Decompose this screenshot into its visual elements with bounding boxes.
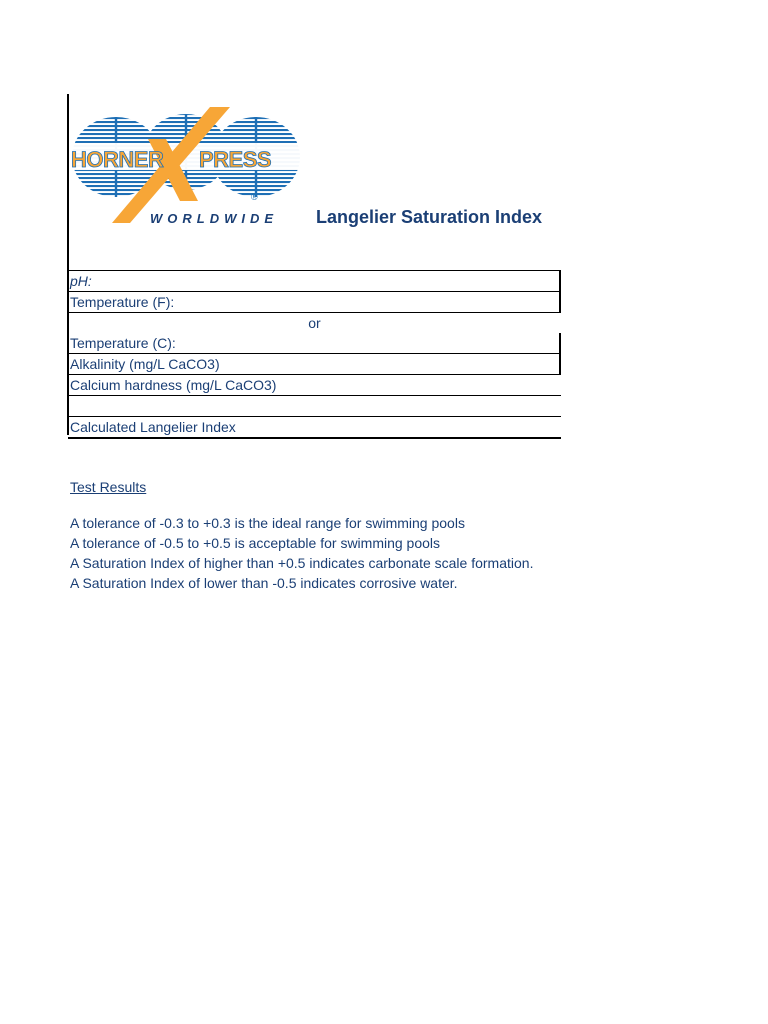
- result-note-4: A Saturation Index of lower than -0.5 indicates corrosive water.: [70, 575, 458, 591]
- alkalinity-label: Alkalinity (mg/L CaCO3): [70, 356, 220, 372]
- logo-text-horner: HORNER: [71, 147, 164, 172]
- or-row: [68, 313, 561, 333]
- logo-tagline: WORLDWIDE: [150, 211, 279, 226]
- registered-mark: ®: [251, 192, 258, 202]
- result-label: Calculated Langelier Index: [70, 419, 236, 435]
- page-title: Langelier Saturation Index: [316, 207, 543, 227]
- ph-label: pH:: [70, 273, 92, 289]
- ph-row[interactable]: [68, 270, 561, 291]
- blank-row: [68, 396, 561, 417]
- alkalinity-row[interactable]: [68, 354, 561, 375]
- result-row: [68, 417, 561, 439]
- calcium-hardness-label: Calcium hardness (mg/L CaCO3): [70, 377, 277, 393]
- input-form: [68, 270, 561, 439]
- or-label: or: [308, 315, 321, 331]
- test-results: [70, 478, 550, 596]
- temperature-c-label: Temperature (C):: [70, 335, 176, 351]
- temperature-f-label: Temperature (F):: [70, 294, 175, 310]
- result-note-2: A tolerance of -0.5 to +0.5 is acceptable for swimming pools: [70, 535, 441, 551]
- temperature-f-row[interactable]: [68, 291, 561, 313]
- result-note-1: A tolerance of -0.3 to +0.3 is the ideal range for swimming pools: [70, 515, 465, 531]
- test-results-heading: Test Results: [70, 479, 147, 495]
- logo-text-press: PRESS: [199, 147, 272, 172]
- calcium-hardness-row[interactable]: [68, 375, 561, 396]
- temperature-c-row[interactable]: [68, 333, 561, 354]
- hornerxpress-logo: [70, 105, 302, 229]
- result-note-3: A Saturation Index of higher than +0.5 indicates carbonate scale formation.: [70, 555, 534, 571]
